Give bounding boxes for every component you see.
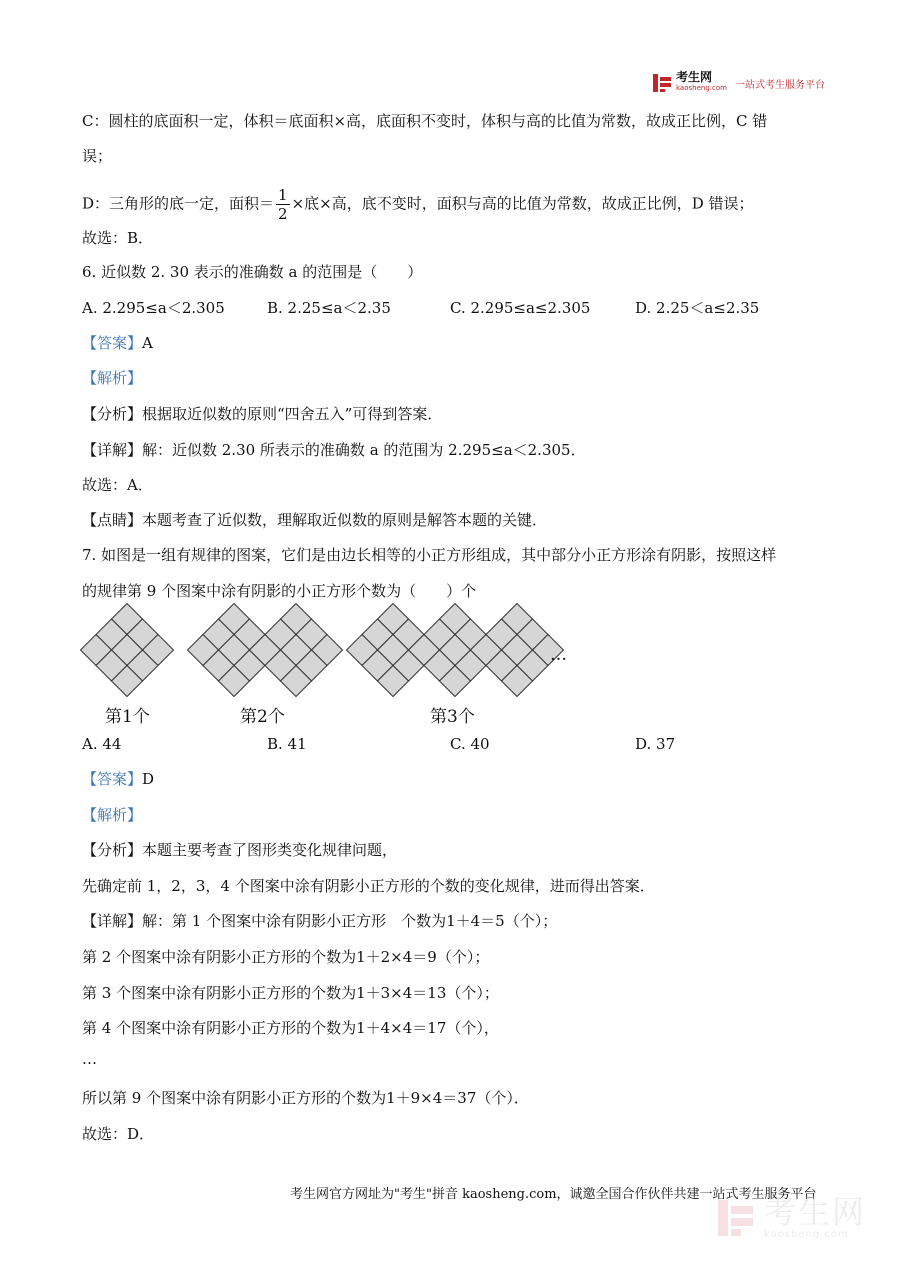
q5-option-c-explanation-cont: 误； <box>82 147 113 165</box>
watermark <box>716 1193 867 1240</box>
watermark-title: 考生网 <box>764 1193 867 1231</box>
q6-option-c: C. 2.295≤a≤2.305 <box>450 299 591 317</box>
figure-label-2: 第2个 <box>240 707 285 727</box>
q7-fenxi-2: 先确定前 1，2，3，4 个图案中涂有阴影小正方形的个数的变化规律，进而得出答案． <box>82 877 655 895</box>
q7-xiangjie-1: 【详解】解：第 1 个图案中涂有阴影小正方形 个数为1＋4＝5（个）； <box>82 912 558 930</box>
answer-tag: 【答案】 <box>82 334 143 352</box>
logo-title: 考生网 <box>676 70 713 84</box>
figure-ellipsis: … <box>550 645 567 665</box>
q6-option-d: D. 2.25＜a≤2.35 <box>635 299 760 317</box>
answer-tag: 【答案】 <box>82 770 143 788</box>
q7-xiangjie-4: 第 4 个图案中涂有阴影小正方形的个数为1＋4×4＝17（个）， <box>82 1019 499 1037</box>
q7-option-a: A. 44 <box>82 735 122 753</box>
q7-stem-line2: 的规律第 9 个图案中涂有阴影的小正方形个数为（ ）个 <box>82 582 477 600</box>
d-prefix: D：三角形的底一定，面积＝ <box>82 194 275 213</box>
q7-fenxi: 【分析】本题主要考查了图形类变化规律问题， <box>82 841 398 859</box>
q7-option-b: B. 41 <box>267 735 307 753</box>
q5-option-c-explanation: C：圆柱的底面积一定，体积＝底面积×高，底面积不变时，体积与高的比值为常数，故成正比例，C 错 <box>82 112 768 130</box>
fraction-denominator: 2 <box>278 205 288 223</box>
logo-url: kaosheng.com <box>676 84 727 92</box>
q6-dianjing: 【点睛】本题考查了近似数，理解取近似数的原则是解答本题的关键． <box>82 511 548 529</box>
watermark-url: kaosheng.com <box>764 1229 849 1240</box>
kaosheng-logo-icon <box>652 73 672 93</box>
q7-pattern-figure <box>0 600 900 700</box>
header-slogan: 一站式考生服务平台 <box>734 79 825 91</box>
answer-value: D <box>142 770 155 788</box>
q6-option-a: A. 2.295≤a＜2.305 <box>82 299 225 317</box>
q7-analysis-tag: 【解析】 <box>82 806 143 824</box>
d-suffix: ×底×高，底不变时，面积与高的比值为常数，故成正比例，D 错误； <box>291 194 754 213</box>
q7-xiangjie-2: 第 2 个图案中涂有阴影小正方形的个数为1＋2×4＝9（个）； <box>82 948 490 966</box>
q7-option-d: D. 37 <box>635 735 676 753</box>
q6-fenxi: 【分析】根据取近似数的原则“四舍五入”可得到答案． <box>82 405 443 423</box>
q7-answer <box>82 769 154 789</box>
q6-choose: 故选：A． <box>82 476 153 494</box>
watermark-logo-icon <box>716 1198 756 1238</box>
q6-analysis-tag: 【解析】 <box>82 369 143 387</box>
q6-option-b: B. 2.25≤a＜2.35 <box>267 299 391 317</box>
figure-label-3: 第3个 <box>430 707 475 727</box>
q5-choose: 故选：B． <box>82 229 154 247</box>
q7-xiangjie-6: 所以第 9 个图案中涂有阴影小正方形的个数为1＋9×4＝37（个）． <box>82 1089 529 1107</box>
figure-label-1: 第1个 <box>105 707 150 727</box>
q7-stem-line1: 7. 如图是一组有规律的图案，它们是由边长相等的小正方形组成，其中部分小正方形涂有阴影，按照这样 <box>82 546 777 564</box>
q7-option-c: C. 40 <box>450 735 490 753</box>
q6-stem: 6. 近似数 2. 30 表示的准确数 a 的范围是（ ） <box>82 263 423 281</box>
fraction-numerator: 1 <box>278 186 288 204</box>
header-logo <box>652 72 825 94</box>
q5-option-d-explanation <box>82 186 754 223</box>
q7-xiangjie-3: 第 3 个图案中涂有阴影小正方形的个数为1＋3×4＝13（个）； <box>82 984 499 1002</box>
fraction-one-half <box>276 186 290 223</box>
q7-choose: 故选：D． <box>82 1125 155 1143</box>
footer-text: 考生网官方网址为"考生"拼音 kaosheng.com，诚邀全国合作伙伴共建一站式考生服务平台 <box>290 1187 817 1202</box>
q6-answer <box>82 333 153 353</box>
q7-xiangjie-5: … <box>82 1050 97 1068</box>
answer-value: A <box>142 334 153 352</box>
q6-xiangjie: 【详解】解：近似数 2.30 所表示的准确数 a 的范围为 2.295≤a＜2.305． <box>82 441 586 459</box>
